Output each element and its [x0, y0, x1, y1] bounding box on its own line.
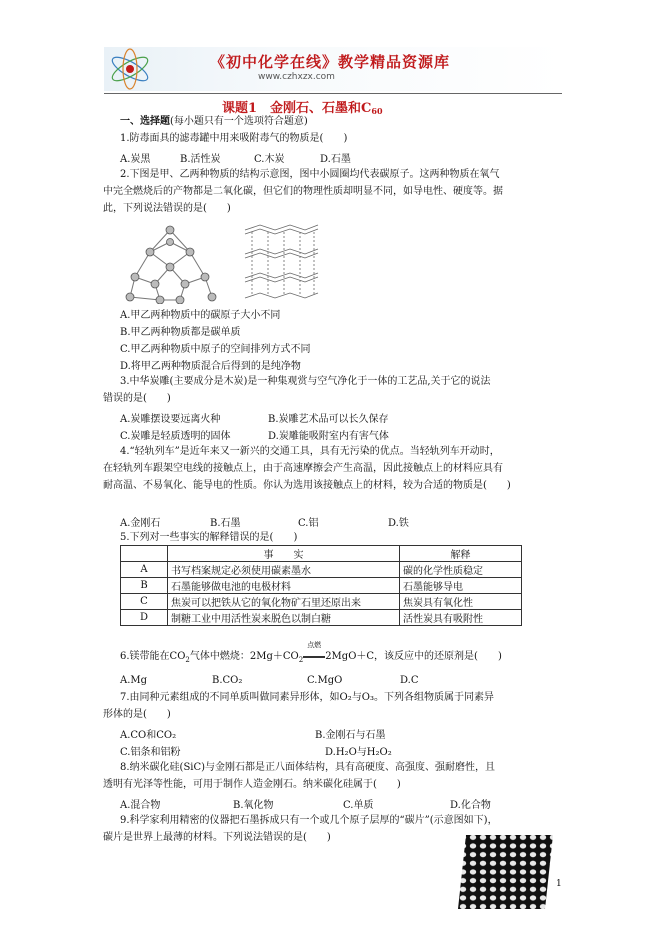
table-header-cell: 事 实 [168, 546, 400, 562]
q6-option-a: A.Mg [120, 675, 148, 686]
q1-stem: 1.防毒面具的滤毒罐中用来吸附毒气的物质是( ) [120, 133, 348, 144]
q6-option-c: C.MgO [307, 675, 343, 686]
atom-logo-icon [106, 48, 154, 90]
q4-option-c: C.铝 [298, 518, 319, 529]
q8-stem-line-2: 透明有光泽等性能，可用于制作人造金刚石。纳米碳化硅属于( ) [103, 779, 401, 790]
site-url: www.czhxzx.com [258, 72, 335, 82]
q4-stem-line-3: 耐高温、不易氧化、能导电的性质。你认为选用该接触点上的材料，较为合适的物质是( ) [103, 480, 511, 491]
q3-option-c: C.炭雕是轻质透明的固体 [120, 431, 231, 442]
q1-option-b: B.活性炭 [180, 154, 221, 165]
q4-option-a: A.金刚石 [120, 518, 161, 529]
table-cell: 石墨能够做电池的电极材料 [168, 578, 400, 594]
table-cell: 活性炭具有吸附性 [400, 610, 522, 626]
q7-option-a: A.CO和CO₂ [120, 730, 177, 741]
table-row [121, 578, 522, 594]
q2-stem-line-2: 中完全燃烧后的产物都是二氧化碳，但它们的物理性质却明显不同，如导电性、硬度等。据 [103, 186, 503, 197]
q6-stem: 6.镁带能在$CO_2$气体中燃烧：$2Mg+CO_2$ 点燃 2MgO＋C，该反应中的还原剂是( ) [120, 641, 502, 664]
table-cell: 书写档案规定必须使用碳素墨水 [168, 562, 400, 578]
q2-option-b: B.甲乙两种物质都是碳单质 [120, 327, 241, 338]
reaction-condition: 点燃 [307, 641, 322, 649]
q4-stem-line-2: 在轻轨列车跟架空电线的接触点上，由于高速摩擦会产生高温，因此接触点上的材料应具有 [103, 463, 503, 474]
q3-option-a: A.炭雕摆设要远离火种 [120, 414, 221, 425]
section-heading: 一、选择题(每小题只有一个选项符合题意) [120, 116, 308, 127]
q4-stem-line-1: 4.“轻轨列车”是近年来又一新兴的交通工具，具有无污染的优点。当轻轨列车开动时， [120, 446, 500, 457]
q9-stem-line-1: 9.科学家利用精密的仪器把石墨拆成只有一个或几个原子层厚的“碳片”(示意图如下)， [120, 815, 498, 826]
q5-stem: 5.下列对一些事实的解释错误的是( ) [120, 532, 298, 543]
q8-option-c: C.单质 [343, 800, 374, 811]
table-header-row [121, 546, 522, 562]
q2-stem-line-3: 此，下列说法错误的是( ) [103, 203, 231, 214]
q2-option-a: A.甲乙两种物质中的碳原子大小不同 [120, 310, 281, 321]
q8-option-a: A.混合物 [120, 800, 161, 811]
q7-option-c: C.铝条和铝粉 [120, 747, 181, 758]
q3-option-b: B.炭雕艺术品可以长久保存 [268, 414, 389, 425]
q7-stem-line-1: 7.由同种元素组成的不同单质叫做同素异形体，如O₂与O₃。下列各组物质属于同素异 [120, 692, 494, 703]
graphite-structure-diagram [240, 222, 322, 304]
q8-stem-line-1: 8.纳米碳化硅(SiC)与金刚石都是正八面体结构，具有高硬度、高强度、强耐磨性，且 [120, 762, 496, 773]
q8-option-b: B.氧化物 [233, 800, 274, 811]
table-cell: C [121, 594, 168, 610]
q3-option-d: D.炭雕能吸附室内有害气体 [268, 431, 389, 442]
q2-option-d: D.将甲乙两种物质混合后得到的是纯净物 [120, 361, 301, 372]
table-header-cell: 解释 [400, 546, 522, 562]
table-cell: 焦炭可以把铁从它的氧化物矿石里还原出来 [168, 594, 400, 610]
q6-option-d: D.C [400, 675, 419, 686]
table-row [121, 610, 522, 626]
q6-option-b: B.CO₂ [212, 675, 243, 686]
q3-stem-line-1: 3.中华炭雕(主要成分是木炭)是一种集观赏与空气净化于一体的工艺品,关于它的说法 [120, 376, 491, 387]
diamond-structure-diagram [120, 222, 220, 304]
table-cell: 焦炭具有氧化性 [400, 594, 522, 610]
q9-stem-line-2: 碳片是世界上最薄的材料。下列说法错误的是( ) [103, 832, 331, 843]
lesson-title-subscript: 60 [371, 106, 383, 116]
table-row [121, 562, 522, 578]
q7-option-b: B.金刚石与石墨 [315, 730, 386, 741]
table-cell: 碳的化学性质稳定 [400, 562, 522, 578]
q2-stem-line-1: 2.下图是甲、乙两种物质的结构示意图，图中小圆圈均代表碳原子。这两种物质在氧气 [120, 169, 500, 180]
table-cell: D [121, 610, 168, 626]
q8-option-d: D.化合物 [450, 800, 491, 811]
site-title: 《初中化学在线》教学精品资源库 [210, 53, 451, 71]
lesson-title: 课题1 金刚石、石墨和$C_{60}$ [222, 101, 383, 116]
q1-option-d: D.石墨 [320, 154, 351, 165]
q1-option-a: A.炭黑 [120, 154, 151, 165]
table-cell: A [121, 562, 168, 578]
graphene-sheet-diagram [458, 833, 553, 909]
page-number: 1 [556, 879, 562, 889]
q7-option-d: D.H₂O与H₂O₂ [325, 747, 392, 758]
q5-facts-table [120, 545, 522, 626]
header-divider [104, 93, 562, 94]
q2-option-c: C.甲乙两种物质中原子的空间排列方式不同 [120, 344, 311, 355]
q3-stem-line-2: 错误的是( ) [103, 393, 171, 404]
table-cell: B [121, 578, 168, 594]
table-cell: 制糖工业中用活性炭来脱色以制白糖 [168, 610, 400, 626]
q4-option-b: B.石墨 [210, 518, 241, 529]
table-cell: 石墨能够导电 [400, 578, 522, 594]
q1-option-c: C.木炭 [254, 154, 285, 165]
q4-option-d: D.铁 [388, 518, 409, 529]
table-row [121, 594, 522, 610]
q7-stem-line-2: 形体的是( ) [103, 709, 171, 720]
table-header-cell [121, 546, 168, 562]
